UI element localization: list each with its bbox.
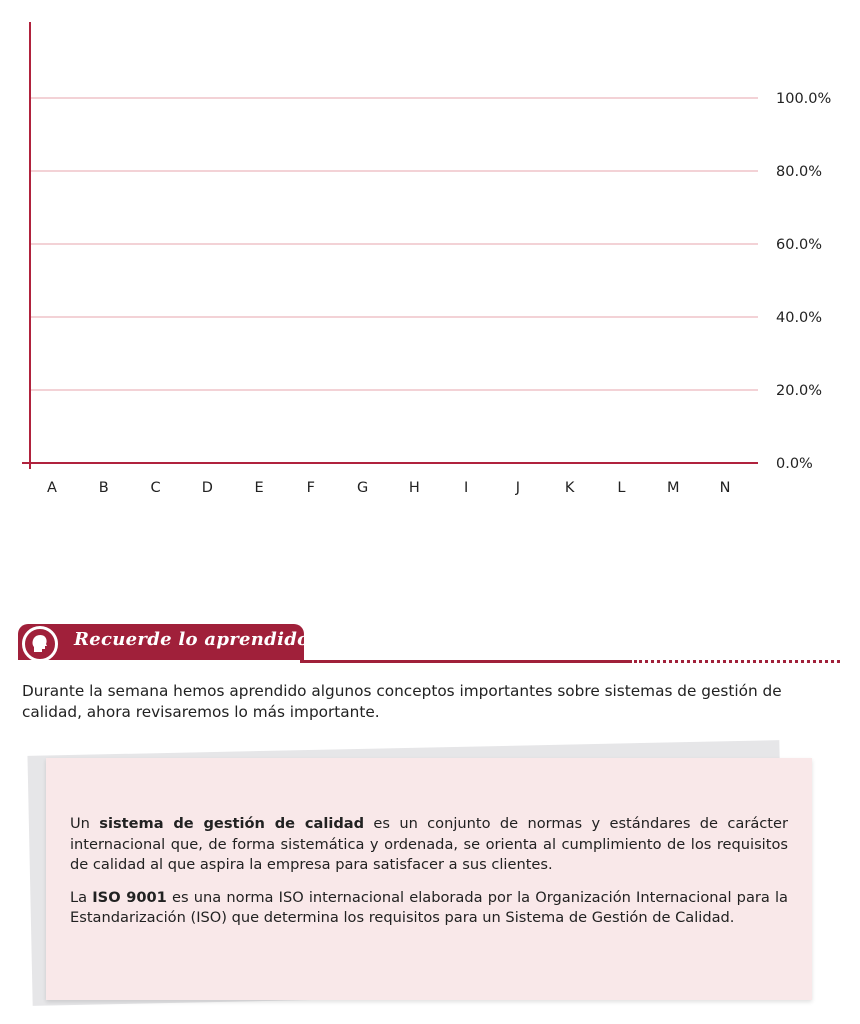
x-tick-label: F bbox=[306, 480, 316, 496]
x-tick-label: K bbox=[564, 480, 575, 496]
x-tick-label: M bbox=[666, 480, 680, 496]
y-tick-label: 60.0% bbox=[776, 237, 823, 253]
term-iso-9001: ISO 9001 bbox=[92, 888, 167, 906]
x-axis-ticks bbox=[47, 480, 730, 496]
section-dotted-line bbox=[634, 660, 840, 663]
x-tick-label: D bbox=[201, 480, 213, 496]
y-tick-label: 80.0% bbox=[776, 164, 823, 180]
x-tick-label: G bbox=[356, 480, 369, 496]
y-tick-label: 100.0% bbox=[776, 91, 832, 107]
section-header bbox=[18, 624, 840, 668]
section-underline bbox=[300, 660, 632, 663]
x-tick-label: I bbox=[464, 480, 469, 496]
x-tick-label: A bbox=[47, 480, 57, 496]
grid-lines bbox=[30, 98, 758, 390]
term-quality-system: sistema de gestión de calidad bbox=[99, 815, 365, 832]
x-tick-label: L bbox=[617, 480, 626, 496]
x-tick-label: B bbox=[98, 480, 109, 496]
x-tick-label: E bbox=[254, 480, 264, 496]
x-tick-label: N bbox=[719, 480, 731, 496]
y-tick-label: 40.0% bbox=[776, 310, 823, 326]
head-profile-icon bbox=[22, 626, 58, 662]
y-tick-label: 0.0% bbox=[776, 456, 813, 472]
section-title: Recuerde lo aprendido bbox=[74, 629, 310, 650]
definition-iso-9001: La ISO 9001 es una norma ISO internacional elaborada por la Organización Internacional para la Estandarización (ISO) que determina los requisitos para un Sistema de Gestión de Calidad. bbox=[70, 888, 789, 926]
note-content bbox=[70, 814, 788, 941]
y-axis-ticks bbox=[776, 91, 831, 472]
x-tick-label: C bbox=[150, 480, 161, 496]
x-tick-label: J bbox=[515, 480, 521, 496]
y-tick-label: 20.0% bbox=[776, 383, 823, 399]
x-tick-label: H bbox=[408, 480, 420, 496]
note-torn-edge bbox=[46, 736, 812, 780]
definition-quality-system: Un sistema de gestión de calidad es un conjunto de normas y estándares de carácter internacional que, de forma sistemática y ordenada, se orienta al cumplimiento de los requisitos de calidad al que aspira la empresa para satisfacer a sus clientes. bbox=[70, 815, 788, 873]
intro-paragraph: Durante la semana hemos aprendido algunos conceptos importantes sobre sistemas de gestión de calidad, ahora revisaremos lo más importante. bbox=[22, 682, 782, 721]
